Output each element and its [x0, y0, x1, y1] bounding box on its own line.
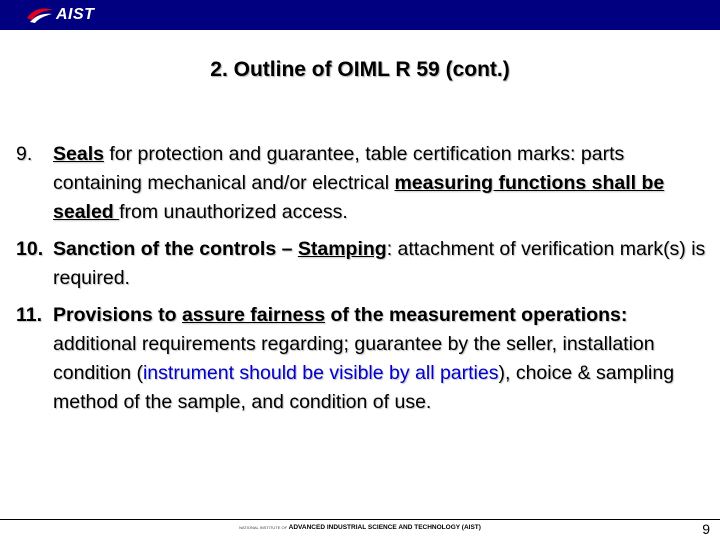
item-text: additional requirements regarding; guarantee by the seller, installation condition (: [53, 333, 655, 384]
list-item-9: [16, 140, 711, 227]
item-text-fairness: assure fairness: [181, 304, 326, 326]
outline-list: [16, 140, 711, 425]
item-text-operations: of the measurement operations:: [325, 304, 628, 326]
aist-logo: [26, 5, 94, 25]
item-text: : attachment of verification mark(s) is required.: [53, 238, 706, 289]
header-bar: [0, 0, 720, 30]
page-title: 2. Outline of OIML R 59 (cont.): [210, 58, 510, 81]
item-text: for protection and guarantee, table certification marks: parts containing mechanical and/or electrical: [53, 143, 625, 194]
item-text-highlight: instrument should be visible by all parties: [142, 362, 499, 384]
item-text-sanction: Sanction of the controls –: [53, 238, 298, 260]
logo-text: AIST: [56, 6, 95, 23]
item-number: 9.: [16, 143, 33, 165]
footer-institute: [0, 524, 720, 531]
item-text: ), choice & sampling method of the sample, and condition of use.: [53, 362, 675, 413]
item-text-stamping: Stamping: [297, 238, 387, 260]
item-number: 10.: [16, 238, 44, 260]
page-number: 9: [702, 521, 710, 537]
list-item-10: [16, 235, 711, 293]
aist-swoosh-icon: [26, 6, 54, 24]
item-text: from unauthorized access.: [119, 201, 348, 223]
list-item-11: [16, 301, 711, 417]
footer-name: ADVANCED INDUSTRIAL SCIENCE AND TECHNOLOGY (AIST): [288, 524, 481, 531]
item-number: 11.: [16, 304, 43, 326]
footer-divider: [0, 519, 720, 520]
item-text-seals: Seals: [53, 143, 104, 165]
item-text-emphasis: measuring functions shall be sealed: [53, 172, 665, 223]
footer-prefix: NATIONAL INSTITUTE OF: [239, 525, 288, 530]
item-text-provisions: Provisions to: [53, 304, 182, 326]
